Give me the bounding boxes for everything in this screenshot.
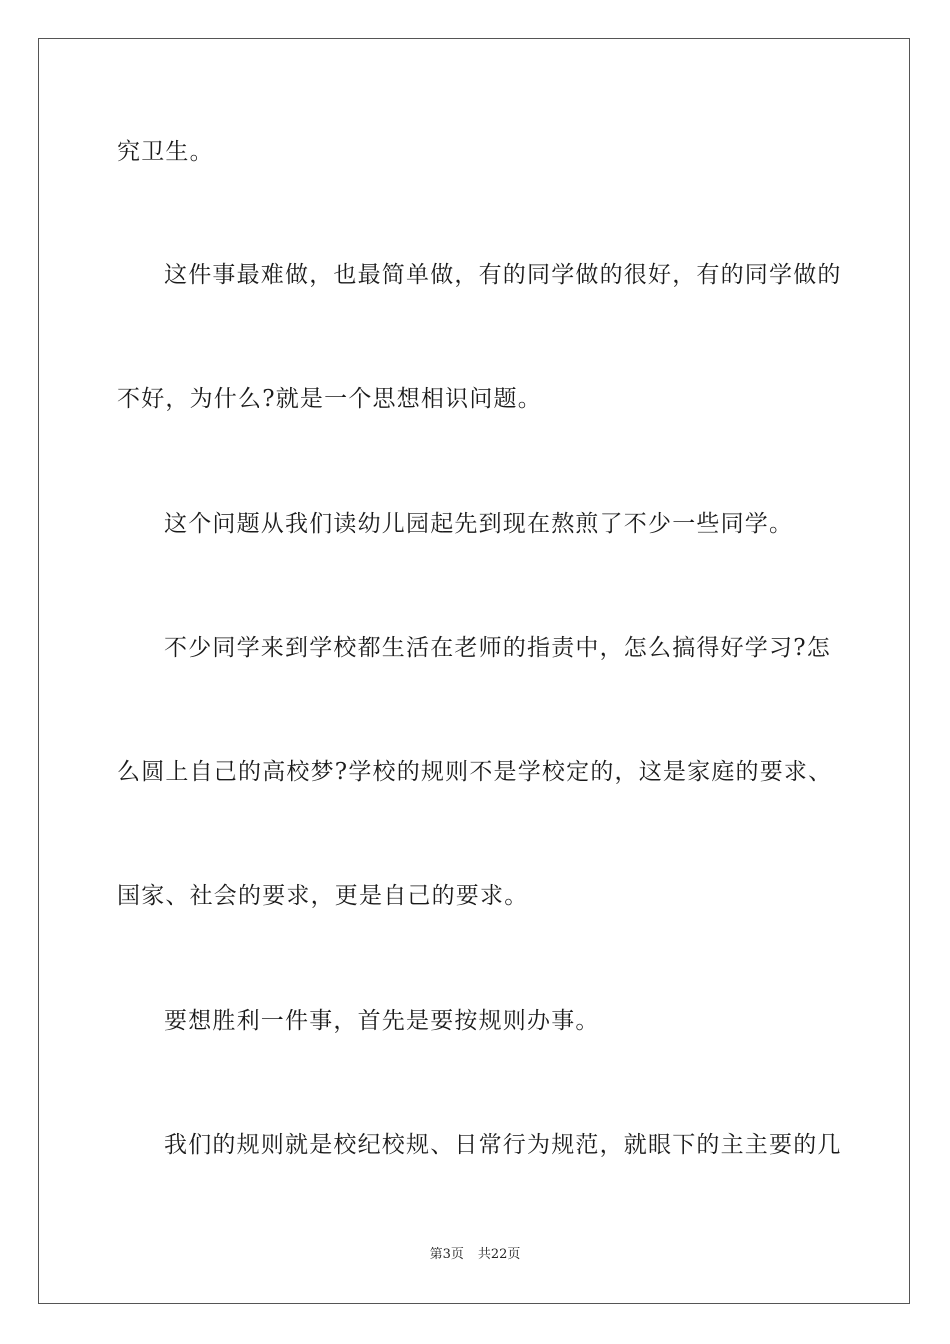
text-line-5: 不少同学来到学校都生活在老师的指责中，怎么搞得好学习?怎 [164, 635, 831, 661]
text-line-1: 究卫生。 [117, 139, 214, 165]
page-number: 第3页 [429, 1247, 464, 1262]
text-line-9: 我们的规则就是校纪校规、日常行为规范，就眼下的主主要的几 [164, 1132, 842, 1158]
page-border [38, 38, 910, 1304]
text-line-2: 这件事最难做，也最简单做，有的同学做的很好，有的同学做的 [164, 262, 842, 288]
page-footer [0, 1246, 950, 1264]
total-pages: 共22页 [477, 1247, 521, 1262]
text-line-7: 国家、社会的要求，更是自己的要求。 [117, 883, 529, 909]
text-line-3: 不好，为什么?就是一个思想相识问题。 [117, 386, 542, 412]
text-line-8: 要想胜利一件事，首先是要按规则办事。 [164, 1008, 600, 1034]
text-line-4: 这个问题从我们读幼儿园起先到现在熬煎了不少一些同学。 [164, 511, 794, 537]
text-line-6: 么圆上自己的高校梦?学校的规则不是学校定的，这是家庭的要求、 [117, 759, 833, 785]
